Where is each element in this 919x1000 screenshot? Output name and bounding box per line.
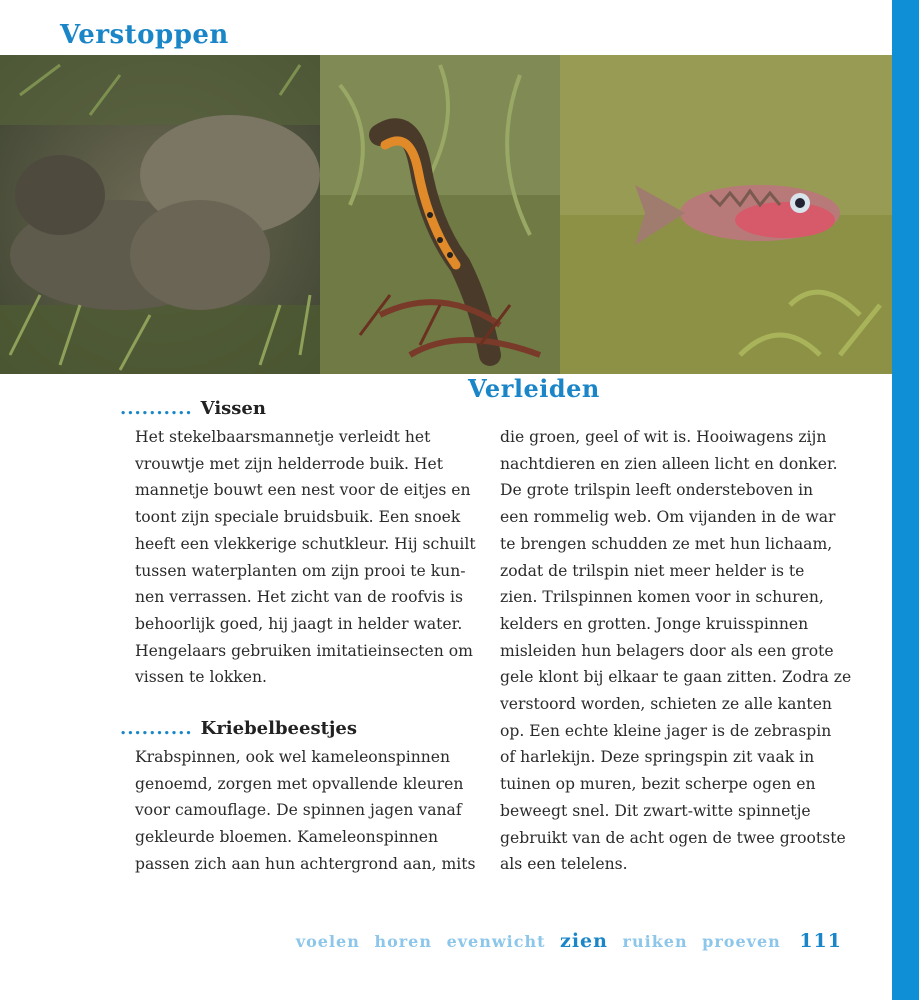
text-line: misleiden hun belagers door als een grote	[500, 641, 834, 660]
text-line: heeft een vlekkerige schutkleur. Hij schuilt	[135, 534, 476, 553]
text-line: zodat de trilspin niet meer helder is te	[500, 561, 805, 580]
text-line: genoemd, zorgen met opvallende kleuren	[135, 774, 464, 793]
text-line: gebruikt van de acht ogen de twee grootste	[500, 828, 846, 847]
subheading-kriebelbeestjes	[120, 718, 357, 739]
text-line: tussen waterplanten om zijn prooi te kun-	[135, 561, 466, 580]
text-line: vissen te lokken.	[135, 668, 267, 687]
paragraph-kriebelbeestjes	[135, 744, 476, 878]
text-line: toont zijn speciale bruidsbuik. Een snoek	[135, 508, 461, 527]
text-line: vrouwtje met zijn helderrode buik. Het	[135, 454, 444, 473]
text-line: die groen, geel of wit is. Hooiwagens zijn	[500, 428, 827, 446]
side-color-bar	[892, 0, 919, 1000]
text-line: mannetje bouwt een nest voor de eitjes en	[135, 481, 471, 500]
text-line: een rommelig web. Om vijanden in de war	[500, 508, 836, 527]
footer-sense-proeven: proeven	[702, 932, 781, 951]
footer-sense-voelen: voelen	[295, 932, 360, 951]
text-line: Krabspinnen, ook wel kameleonspinnen	[135, 748, 451, 766]
text-line: op. Een echte kleine jager is de zebraspin	[500, 721, 832, 740]
text-line: tuinen op muren, bezit scherpe ogen en	[500, 775, 816, 794]
footer-sense-horen: horen	[374, 932, 432, 951]
text-line: behoorlijk goed, hij jaagt in helder water.	[135, 614, 463, 633]
dotted-leader: ..........	[120, 718, 193, 739]
text-line: te brengen schudden ze met hun lichaam,	[500, 534, 833, 553]
text-line: nachtdieren en zien alleen licht en donker.	[500, 454, 838, 473]
footer-senses-nav	[288, 930, 842, 952]
text-line: gekleurde bloemen. Kameleonspinnen	[135, 828, 439, 847]
page-number: 111	[799, 930, 842, 952]
text-line: als een telelens.	[500, 855, 628, 874]
subheading-text: Kriebelbeestjes	[200, 718, 358, 739]
text-line: verstoord worden, schieten ze alle kanten	[500, 695, 832, 714]
text-line: nen verrassen. Het zicht van de roofvis is	[135, 588, 463, 607]
subheading-vissen	[120, 398, 266, 419]
text-line: beweegt snel. Dit zwart-witte spinnetje	[500, 801, 811, 820]
text-line: of harlekijn. Deze springspin zit vaak in	[500, 748, 815, 767]
section-heading-verstoppen: Verstoppen	[60, 20, 229, 50]
text-line: voor camouflage. De spinnen jagen vanaf	[135, 801, 462, 820]
text-line: zien. Trilspinnen komen voor in schuren,	[500, 588, 824, 607]
dotted-leader: ..........	[120, 398, 193, 419]
text-line: gele klont bij elkaar te gaan zitten. Zodra ze	[500, 668, 852, 687]
subheading-text: Vissen	[200, 398, 266, 419]
footer-sense-zien-active: zien	[560, 930, 608, 952]
text-line: Het stekelbaarsmannetje verleidt het	[135, 428, 431, 446]
text-line: kelders en grotten. Jonge kruisspinnen	[500, 614, 809, 633]
paragraph-vissen	[135, 424, 476, 691]
footer-sense-evenwicht: evenwicht	[446, 932, 546, 951]
paragraph-column-2	[500, 424, 851, 878]
text-line: De grote trilspin leeft ondersteboven in	[500, 481, 814, 500]
photo-camouflaged-bird	[0, 55, 320, 374]
text-line: Hengelaars gebruiken imitatieinsecten om	[135, 641, 473, 660]
section-heading-verleiden: Verleiden	[468, 374, 600, 403]
footer-sense-ruiken: ruiken	[622, 932, 688, 951]
text-line: passen zich aan hun achtergrond aan, mits	[135, 854, 476, 873]
photo-newt	[320, 55, 560, 374]
photo-stickleback	[560, 55, 892, 374]
